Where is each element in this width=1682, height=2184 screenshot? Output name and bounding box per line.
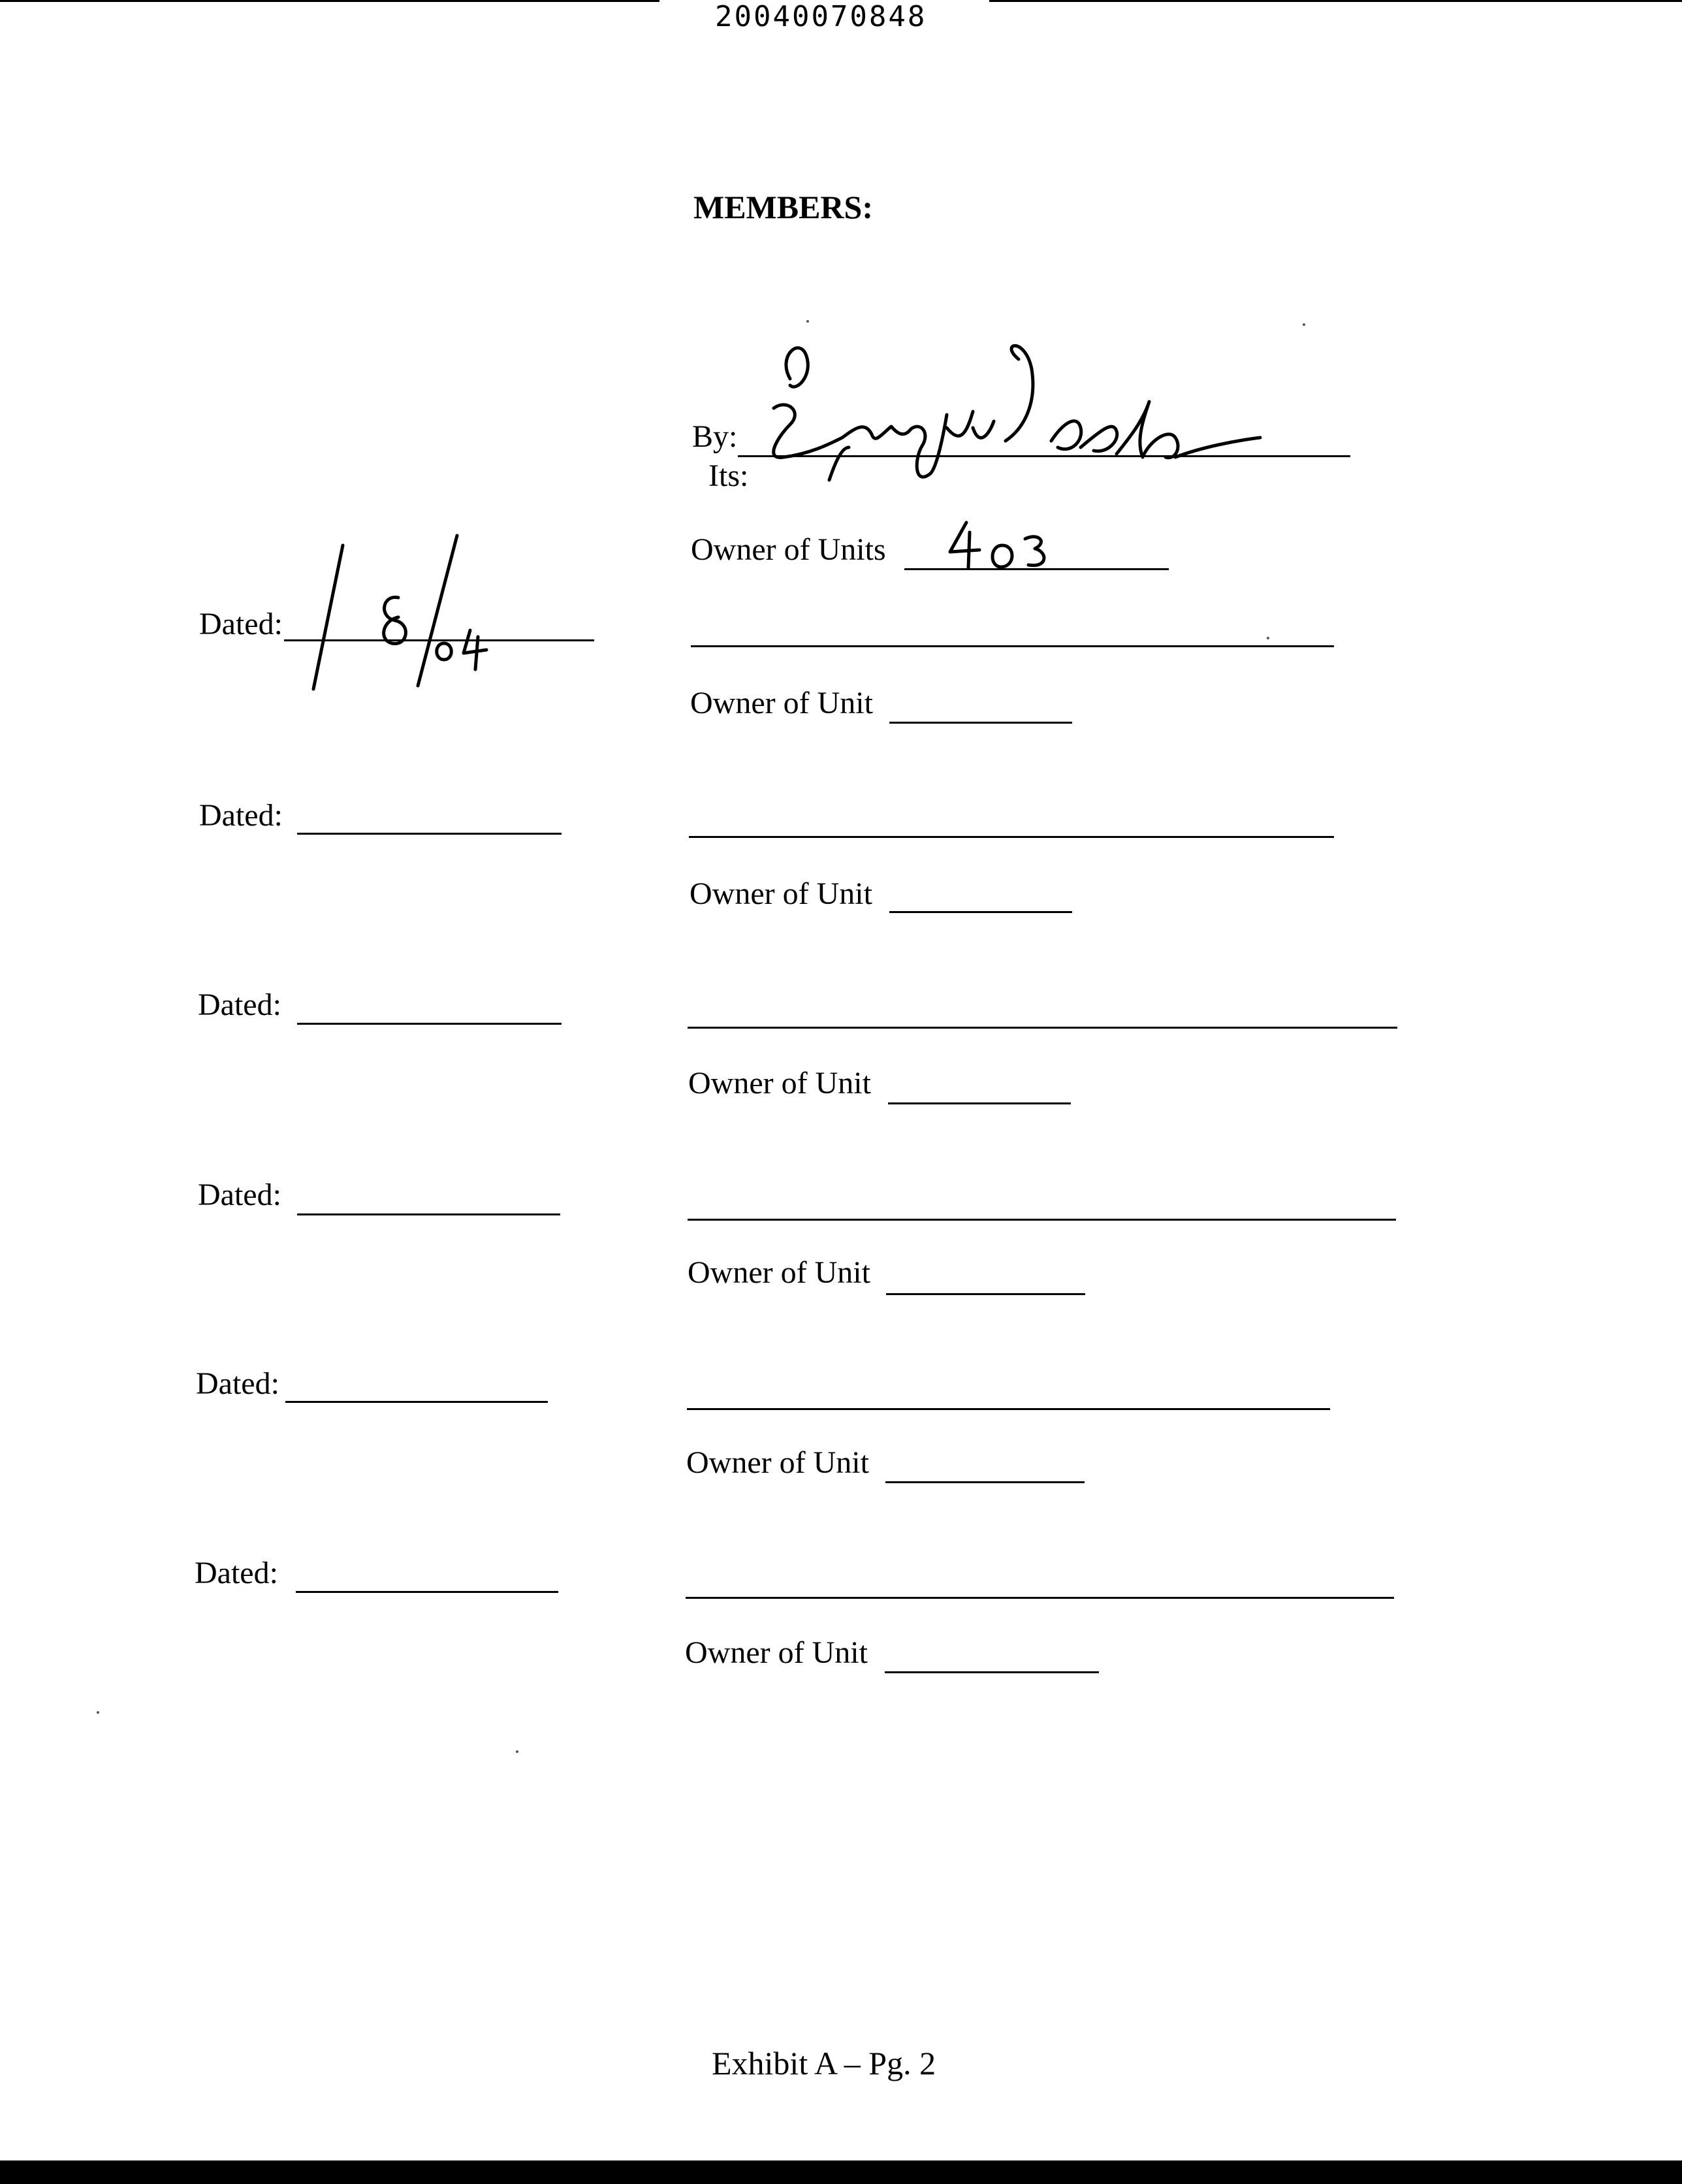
dated-line-6 [296, 1591, 558, 1593]
units-handwritten-403 [944, 516, 1061, 575]
owner-unit-line-2 [889, 911, 1072, 913]
dated-handwritten-1-8-04 [307, 532, 503, 696]
owner-of-unit-label-3: Owner of Unit [688, 1066, 871, 1100]
dated-label-4: Dated: [198, 1178, 281, 1212]
scan-speck [1267, 637, 1269, 639]
owner-of-unit-label-2: Owner of Unit [690, 876, 872, 911]
by-label: By: [692, 419, 738, 454]
scan-speck [1303, 323, 1305, 326]
top-border-right [989, 0, 1682, 2]
dated-line-3 [297, 1023, 562, 1025]
scan-speck [516, 1750, 518, 1753]
owner-of-unit-label-4: Owner of Unit [688, 1255, 870, 1290]
members-heading: MEMBERS: [693, 189, 873, 225]
owner-of-unit-label-1: Owner of Unit [690, 686, 873, 720]
dated-line-2 [297, 833, 562, 835]
scan-speck [806, 320, 809, 323]
owner-unit-line-6 [885, 1671, 1099, 1673]
document-number: 20040070848 [715, 0, 927, 33]
owner-unit-line-5 [885, 1481, 1085, 1483]
signer-line-6 [686, 1597, 1394, 1599]
dated-line-4 [297, 1213, 560, 1215]
owner-unit-line-1 [889, 722, 1072, 724]
dated-label-6: Dated: [195, 1556, 278, 1590]
top-border-left [0, 0, 659, 2]
dated-label-1: Dated: [199, 607, 283, 641]
dated-line-5 [285, 1401, 548, 1403]
owner-unit-line-3 [888, 1102, 1071, 1104]
owner-of-unit-label-5: Owner of Unit [686, 1445, 869, 1480]
owner-of-units-label: Owner of Units [691, 532, 886, 567]
its-label: Its: [708, 458, 749, 493]
owner-unit-line-4 [886, 1293, 1085, 1295]
signer-line-2 [689, 836, 1334, 838]
signer-line-1 [691, 645, 1334, 647]
dated-label-2: Dated: [199, 798, 283, 833]
scan-speck [97, 1711, 99, 1714]
dated-label-5: Dated: [196, 1366, 279, 1401]
dated-label-3: Dated: [198, 988, 281, 1022]
signature-image [751, 330, 1273, 500]
signer-line-4 [688, 1219, 1396, 1221]
signer-line-3 [688, 1027, 1397, 1029]
owner-of-unit-label-6: Owner of Unit [685, 1635, 868, 1670]
signer-line-5 [687, 1408, 1330, 1410]
bottom-scan-border [0, 2160, 1682, 2184]
page-footer: Exhibit A – Pg. 2 [712, 2045, 936, 2081]
